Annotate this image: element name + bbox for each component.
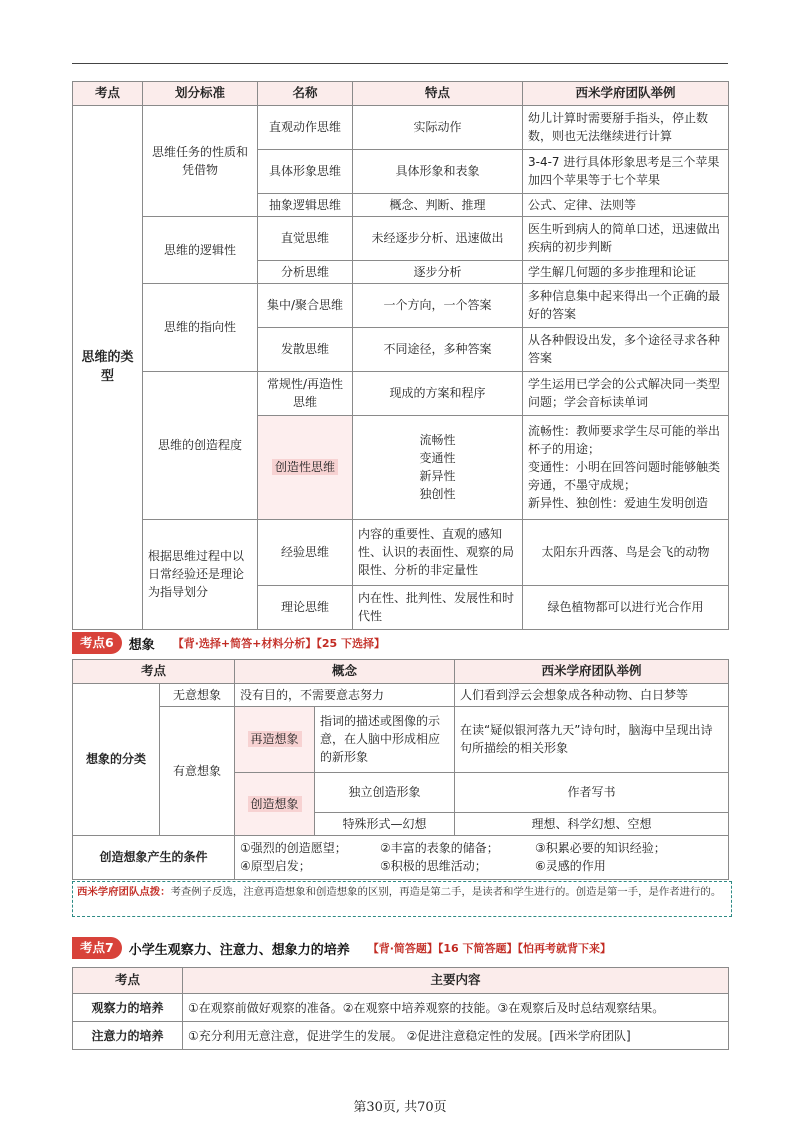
example-item: 变通性：小明在回答问题时能够触类旁通，不墨守成规；: [528, 460, 721, 493]
condition-item: ①强烈的创造愿望；: [240, 841, 347, 856]
condition-item: ③积累必要的知识经验；: [535, 841, 666, 856]
name-cell: 集中/聚合思维: [258, 283, 353, 327]
example-item: 流畅性：教师要求学生尽可能的举出杯子的用途；: [528, 424, 721, 457]
youyi-label: 有意想象: [160, 706, 235, 835]
header-example: 西米学府团队举例: [523, 82, 729, 106]
row-content: ①在观察前做好观察的准备。②在观察中培养观察的技能。③在观察后及时总结观察结果。: [183, 994, 729, 1022]
feature-cell: 具体形象和表象: [353, 149, 523, 193]
zaizao-label: 再造想象: [248, 731, 302, 747]
feature-cell: 不同途径，多种答案: [353, 327, 523, 371]
tip-text: 考查例子反选，注意再造想象和创造想象的区别，再造是第二手，是读者和学生进行的。创造是第一手，是作者进行的。: [170, 886, 722, 898]
feature-cell: 一个方向，一个答案: [353, 283, 523, 327]
header-kaodian: 考点: [73, 660, 235, 684]
header-concept: 概念: [235, 660, 455, 684]
feature-cell: 现成的方案和程序: [353, 371, 523, 415]
example-cell: 公式、定律、法则等: [523, 193, 729, 216]
example-cell: 学生解几何题的多步推理和论证: [523, 260, 729, 283]
creative-thinking-name-cell: [258, 415, 353, 519]
wuyi-example: 人们看到浮云会想象成各种动物、白日梦等: [455, 683, 729, 706]
example-cell: 多种信息集中起来得出一个正确的最好的答案: [523, 283, 729, 327]
name-cell: 常规性/再造性思维: [258, 371, 353, 415]
wuyi-concept: 没有目的，不需要意志努力: [235, 683, 455, 706]
zaizao-example: 在读“疑似银河落九天”诗句时，脑海中呈现出诗句所描绘的相关形象: [455, 706, 729, 772]
name-cell: 直觉思维: [258, 216, 353, 260]
section7-badge: 考点7: [72, 937, 122, 959]
creative-thinking-name: 创造性思维: [272, 459, 338, 475]
feature-cell: 内容的重要性、直观的感知性、认识的表面性、观察的局限性、分析的非定量性: [353, 519, 523, 585]
name-cell: 分析思维: [258, 260, 353, 283]
category-cell: 想象的分类: [73, 683, 160, 835]
example-cell: 绿色植物都可以进行光合作用: [523, 585, 729, 629]
conditions-label: 创造想象产生的条件: [73, 835, 235, 879]
chuangzao-concept: 独立创造形象: [315, 772, 455, 812]
chuangzao-label-cell: [235, 772, 315, 835]
feature-cell: 概念、判断、推理: [353, 193, 523, 216]
section6-badge: 考点6: [72, 632, 122, 654]
condition-item: ⑥灵感的作用: [535, 859, 606, 874]
row-content: ①充分利用无意注意，促进学生的发展。 ②促进注意稳定性的发展。[西米学府团队]: [183, 1022, 729, 1050]
chuangzao-label: 创造想象: [248, 796, 302, 812]
zaizao-label-cell: [235, 706, 315, 772]
cultivation-table: [72, 967, 729, 1050]
kaodian-cell: 思维的类型: [73, 105, 143, 629]
condition-item: ②丰富的表象的储备；: [380, 841, 499, 856]
criterion-cell: 思维的逻辑性: [143, 216, 258, 283]
feature-list-cell: [353, 415, 523, 519]
header-name: 名称: [258, 82, 353, 106]
name-cell: 抽象逻辑思维: [258, 193, 353, 216]
huanxiang-concept: 特殊形式—幻想: [315, 812, 455, 835]
example-item: 新异性、独创性：爱迪生发明创造: [528, 496, 709, 511]
example-cell: 3-4-7 进行具体形象思考是三个苹果加四个苹果等于七个苹果: [523, 149, 729, 193]
feature-item: 独创性: [419, 487, 456, 502]
criterion-cell: 思维的指向性: [143, 283, 258, 371]
feature-cell: 内在性、批判性、发展性和时代性: [353, 585, 523, 629]
top-rule: [72, 63, 728, 64]
condition-item: ④原型启发；: [240, 859, 311, 874]
header-content: 主要内容: [183, 968, 729, 994]
feature-cell: 实际动作: [353, 105, 523, 149]
example-cell: 幼儿计算时需要掰手指头，停止数数，则也无法继续进行计算: [523, 105, 729, 149]
example-cell: 医生听到病人的简单口述，迅速做出疾病的初步判断: [523, 216, 729, 260]
section6-title: 想象: [128, 637, 155, 653]
imagination-table: [72, 659, 729, 880]
name-cell: 发散思维: [258, 327, 353, 371]
feature-cell: 逐步分析: [353, 260, 523, 283]
chuangzao-example: 作者写书: [455, 772, 729, 812]
section7-header: [72, 937, 611, 959]
header-criterion: 划分标准: [143, 82, 258, 106]
header-feature: 特点: [353, 82, 523, 106]
example-cell: 学生运用已学会的公式解决同一类型问题；学会音标读单词: [523, 371, 729, 415]
conditions-cell: [235, 835, 729, 879]
row-label: 观察力的培养: [73, 994, 183, 1022]
section6-header: [72, 632, 385, 654]
header-kaodian: 考点: [73, 968, 183, 994]
name-cell: 直观动作思维: [258, 105, 353, 149]
example-list-cell: [523, 415, 729, 519]
row-label: 注意力的培养: [73, 1022, 183, 1050]
header-example: 西米学府团队举例: [455, 660, 729, 684]
criterion-cell: 思维的创造程度: [143, 371, 258, 519]
feature-cell: 未经逐步分析、迅速做出: [353, 216, 523, 260]
section7-tags: 【背·简答题】【16 下简答题】【怕再考就背下来】: [367, 942, 612, 955]
criterion-cell: 思维任务的性质和凭借物: [143, 105, 258, 216]
example-cell: 太阳东升西落、鸟是会飞的动物: [523, 519, 729, 585]
section6-tags: 【背·选择+简答+材料分析】【25 下选择】: [172, 637, 385, 650]
feature-item: 新异性: [419, 469, 456, 484]
thinking-types-table: [72, 81, 729, 630]
wuyi-label: 无意想象: [160, 683, 235, 706]
feature-item: 变通性: [419, 451, 456, 466]
tip-note: [72, 881, 732, 917]
condition-item: ⑤积极的思维活动；: [380, 859, 487, 874]
criterion-cell: 根据思维过程中以日常经验还是理论为指导划分: [143, 519, 258, 629]
name-cell: 经验思维: [258, 519, 353, 585]
zaizao-concept: 指词的描述或图像的示意，在人脑中形成相应的新形象: [315, 706, 455, 772]
name-cell: 具体形象思维: [258, 149, 353, 193]
name-cell: 理论思维: [258, 585, 353, 629]
feature-item: 流畅性: [419, 433, 456, 448]
example-cell: 从各种假设出发，多个途径寻求各种答案: [523, 327, 729, 371]
header-kaodian: 考点: [73, 82, 143, 106]
huanxiang-example: 理想、科学幻想、空想: [455, 812, 729, 835]
tip-lead: 西米学府团队点拨：: [77, 886, 171, 898]
page-number: 第30页, 共70页: [353, 1100, 447, 1115]
section7-title: 小学生观察力、注意力、想象力的培养: [128, 942, 350, 958]
